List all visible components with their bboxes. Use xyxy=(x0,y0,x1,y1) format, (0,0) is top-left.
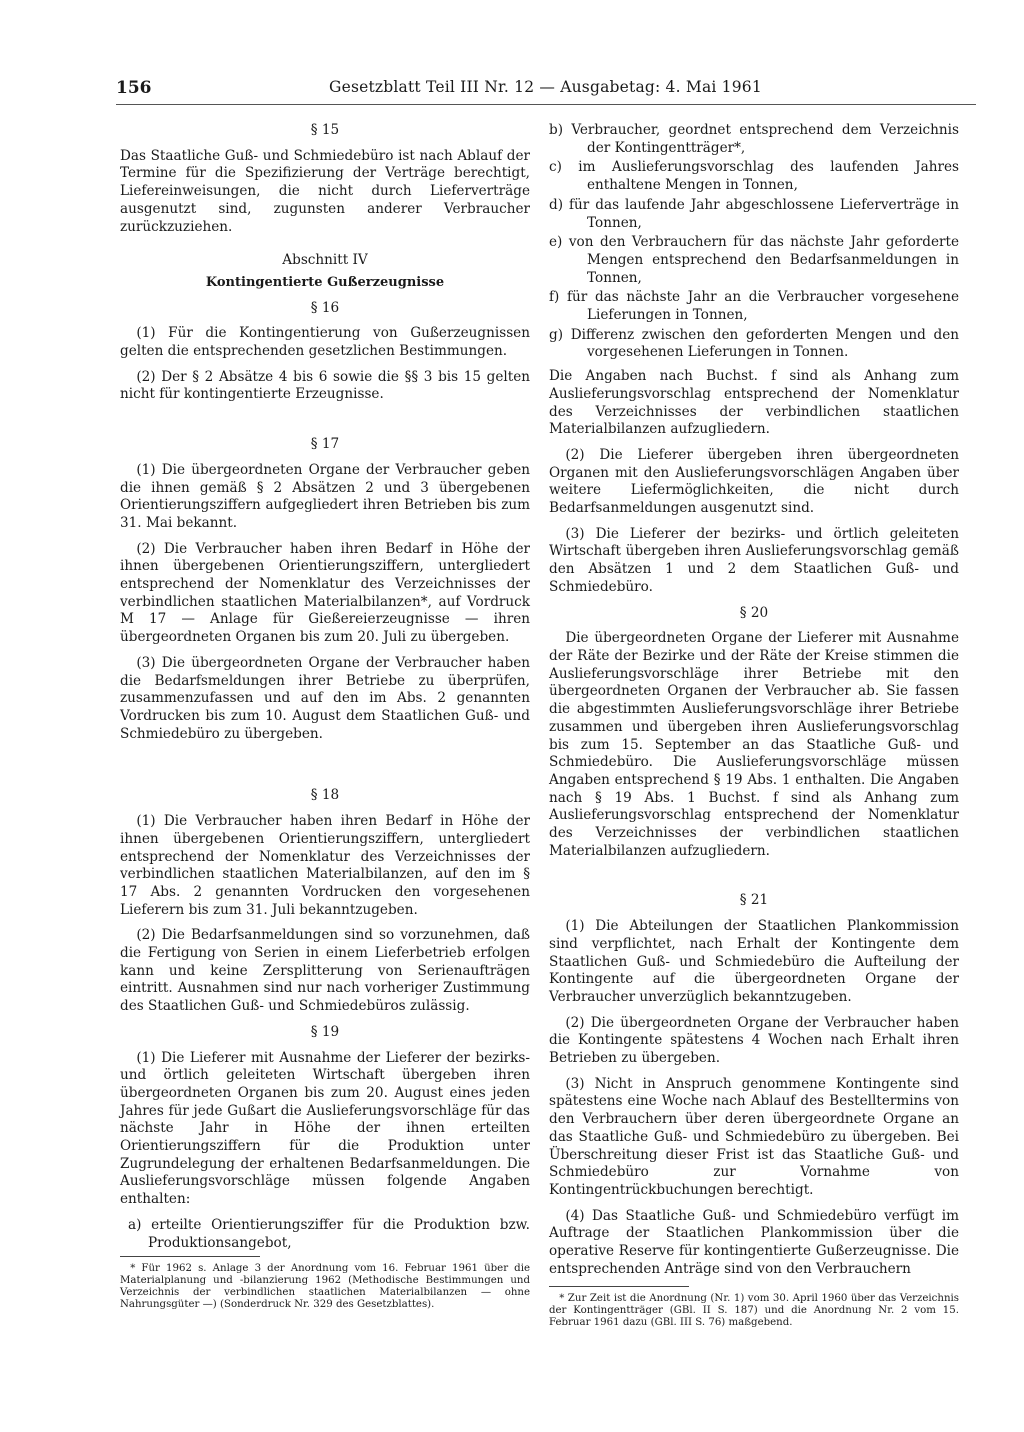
s17-paragraph-1: (1) Die übergeordneten Organe der Verbraucher geben die ihnen gemäß § 2 Absätzen 2 und 3 übergebenen Orientierungsziffern aufgegliedert ihren Betrieben bis zum 31. Mai bekannt. xyxy=(120,461,530,531)
section-heading-18: § 18 xyxy=(310,787,340,804)
section-heading-20: § 20 xyxy=(739,604,769,621)
s21-paragraph-2: (2) Die übergeordneten Organe der Verbraucher haben die Kontingente spätestens 4 Wochen nach Erhalt ihren Betrieben zu übergeben. xyxy=(549,1014,959,1067)
spacer xyxy=(120,751,530,781)
s19-item-a: a) erteilte Orientierungsziffer für die Produktion bzw. Produktionsangebot, xyxy=(128,1216,530,1251)
left-column xyxy=(120,122,530,1310)
right-column xyxy=(549,122,959,1329)
spacer xyxy=(549,868,959,886)
s16-paragraph-2: (2) Der § 2 Absätze 4 bis 6 sowie die §§ 3 bis 15 gelten nicht für kontingentierte Erzeugnisse. xyxy=(120,368,530,403)
s21-paragraph-4: (4) Das Staatliche Guß- und Schmiedebüro verfügt im Auftrage der Staatlichen Plankommission über die operative Reserve für kontingentierte Gußerzeugnisse. Die entsprechenden Anträge sind von den Verbrauchern xyxy=(549,1207,959,1277)
footnote-rule xyxy=(120,1256,260,1257)
s16-paragraph-1: (1) Für die Kontingentierung von Gußerzeugnissen gelten die entsprechenden gesetzlichen Bestimmungen. xyxy=(120,325,530,360)
abschnitt-title: Kontingentierte Gußerzeugnisse xyxy=(205,274,445,290)
footnote-rule xyxy=(549,1286,689,1287)
footnote-right: * Zur Zeit ist die Anordnung (Nr. 1) vom 30. April 1960 über das Verzeichnis der Kontingentträger (GBl. II S. 187) und die Anordnung Nr. 2 vom 15. Februar 1961 dazu (GBl. III S. 76) maßgebend. xyxy=(549,1293,959,1329)
section-heading-19: § 19 xyxy=(310,1023,340,1040)
s21-paragraph-3: (3) Nicht in Anspruch genommene Kontingente sind spätestens eine Woche nach Ablauf des Bestelltermins von den Verbrauchern über deren übergeordnete Organe an das Staatliche Guß- und Schmiedebüro zu übergeben. Bei Überschreitung dieser Frist ist das Staatliche Guß- und Schmiedebüro zur Vornahme von Kontingentrückbuchungen berechtigt. xyxy=(549,1075,959,1198)
page-header xyxy=(116,78,976,105)
section-heading-16: § 16 xyxy=(310,299,340,316)
s20-paragraph: Die übergeordneten Organe der Lieferer mit Ausnahme der Räte der Bezirke und der Räte der Kreise stimmen die Auslieferungsvorschläge ihrer Betriebe mit den übergeordneten Organen der Verbraucher ab. Sie fassen die abgestimmten Auslieferungsvorschläge ihrer Betriebe zusammen und übergeben ihren Auslieferungsvorschlag bis zum 15. September an das Staatliche Guß- und Schmiedebüro. Die Auslieferungsvorschläge müssen Angaben entsprechend § 19 Abs. 1 enthalten. Die Angaben nach § 19 Abs. 1 Buchst. f sind als Anhang zum Auslieferungsvorschlag entsprechend der Nomenklatur des Verzeichnisses der verbindlichen staatlichen Materialbilanzen aufzugliedern. xyxy=(549,630,959,859)
s19-paragraph-3: (3) Die Lieferer der bezirks- und örtlich geleiteten Wirtschaft übergeben ihren Auslieferungsvorschlag gemäß den Absätzen 1 und 2 dem Staatlichen Guß- und Schmiedebüro. xyxy=(549,525,959,595)
section-heading-21: § 21 xyxy=(739,892,769,909)
s18-paragraph-2: (2) Die Bedarfsanmeldungen sind so vorzunehmen, daß die Fertigung von Serien in einem Lieferbetrieb erfolgen kann und keine Zersplitterung von Serienaufträgen eintritt. Ausnahmen sind nur nach vorheriger Zustimmung des Staatlichen Guß- und Schmiedebüros zulässig. xyxy=(120,927,530,1015)
abschnitt-heading: Abschnitt IV xyxy=(282,252,368,269)
page-number: 156 xyxy=(116,78,152,98)
s17-paragraph-3: (3) Die übergeordneten Organe der Verbraucher haben die Bedarfsmeldungen ihrer Betriebe zu überprüfen, zusammenzufassen und auf den im Abs. 2 genannten Vordrucken bis zum 10. August dem Staatlichen Guß- und Schmiedebüro zu übergeben. xyxy=(120,654,530,742)
s19-paragraph-1: (1) Die Lieferer mit Ausnahme der Lieferer der bezirks- und örtlich geleiteten Wirtschaft übergeben ihren übergeordneten Organen bis zum 20. August eines jeden Jahres für jede Gußart die Auslieferungsvorschläge für das nächste Jahr in Höhe der ihnen erteilten Orientierungsziffern für die Produktion unter Zugrundelegung der erhaltenen Bedarfsanmeldungen. Die Auslieferungsvorschläge müssen folgende Angaben enthalten: xyxy=(120,1049,530,1208)
s19-item-g: g) Differenz zwischen den geforderten Mengen und den vorgesehenen Lieferungen in Tonnen. xyxy=(549,326,959,361)
section-heading-17: § 17 xyxy=(310,436,340,453)
spacer xyxy=(120,412,530,430)
s19-item-c: c) im Auslieferungsvorschlag des laufenden Jahres enthaltene Mengen in Tonnen, xyxy=(549,159,959,194)
footnote-left: * Für 1962 s. Anlage 3 der Anordnung vom 16. Februar 1961 über die Materialplanung und -bilanzierung 1962 (Methodische Bestimmungen und Verzeichnis der verbindlichen staatlichen Materialbilanzen — ohne Nahrungsgüter —) (Sonderdruck Nr. 329 des Gesetzblattes). xyxy=(120,1263,530,1310)
s15-paragraph: Das Staatliche Guß- und Schmiedebüro ist nach Ablauf der Termine für die Spezifizierung der Verträge berechtigt, Liefereinweisungen, die nicht durch Lieferverträge ausgenutzt sind, zugunsten anderer Verbraucher zurückzuziehen. xyxy=(120,147,530,235)
s19-item-d: d) für das laufende Jahr abgeschlossene Lieferverträge in Tonnen, xyxy=(549,196,959,231)
s18-paragraph-1: (1) Die Verbraucher haben ihren Bedarf in Höhe der ihnen übergebenen Orientierungsziffern, untergliedert entsprechend der Nomenklatur des Verzeichnisses der verbindlichen staatlichen Materialbilanzen, auf den im § 17 Abs. 2 genannten Vordrucken den vorgesehenen Lieferern bis zum 31. Juli bekanntzugeben. xyxy=(120,813,530,918)
s17-paragraph-2: (2) Die Verbraucher haben ihren Bedarf in Höhe der ihnen übergebenen Orientierungsziffern, untergliedert entsprechend der Nomenklatur des Verzeichnisses der verbindlichen staatlichen Materialbilanzen*, auf Vordruck M 17 — Anlage für Gießereierzeugnisse — ihren übergeordneten Organen bis zum 20. Juli zu übergeben. xyxy=(120,540,530,646)
s19-paragraph-2: (2) Die Lieferer übergeben ihren übergeordneten Organen mit den Auslieferungsvorschlägen Angaben über weitere Liefermöglichkeiten, die nicht durch Bedarfsanmeldungen ausgenutzt sind. xyxy=(549,446,959,517)
section-heading-15: § 15 xyxy=(310,122,340,138)
s19-continuation: Die Angaben nach Buchst. f sind als Anhang zum Auslieferungsvorschlag entsprechend der Nomenklatur des Verzeichnisses der verbindlichen staatlichen Materialbilanzen aufzugliedern. xyxy=(549,368,959,438)
gazette-title: Gesetzblatt Teil III Nr. 12 — Ausgabetag: 4. Mai 1961 xyxy=(329,78,762,96)
s19-item-b: b) Verbraucher, geordnet entsprechend dem Verzeichnis der Kontingentträger*, xyxy=(549,122,959,156)
s19-item-f: f) für das nächste Jahr an die Verbraucher vorgesehene Lieferungen in Tonnen, xyxy=(549,289,959,324)
s21-paragraph-1: (1) Die Abteilungen der Staatlichen Plankommission sind verpflichtet, nach Erhalt der Kontingente dem Staatlichen Guß- und Schmiedebüro die Aufteilung der Kontingente auf die übergeordneten Organe der Verbraucher unverzüglich bekanntzugeben. xyxy=(549,918,959,1005)
s19-item-e: e) von den Verbrauchern für das nächste Jahr geforderte Mengen entsprechend den Bedarfsanmeldungen in Tonnen, xyxy=(549,234,959,286)
